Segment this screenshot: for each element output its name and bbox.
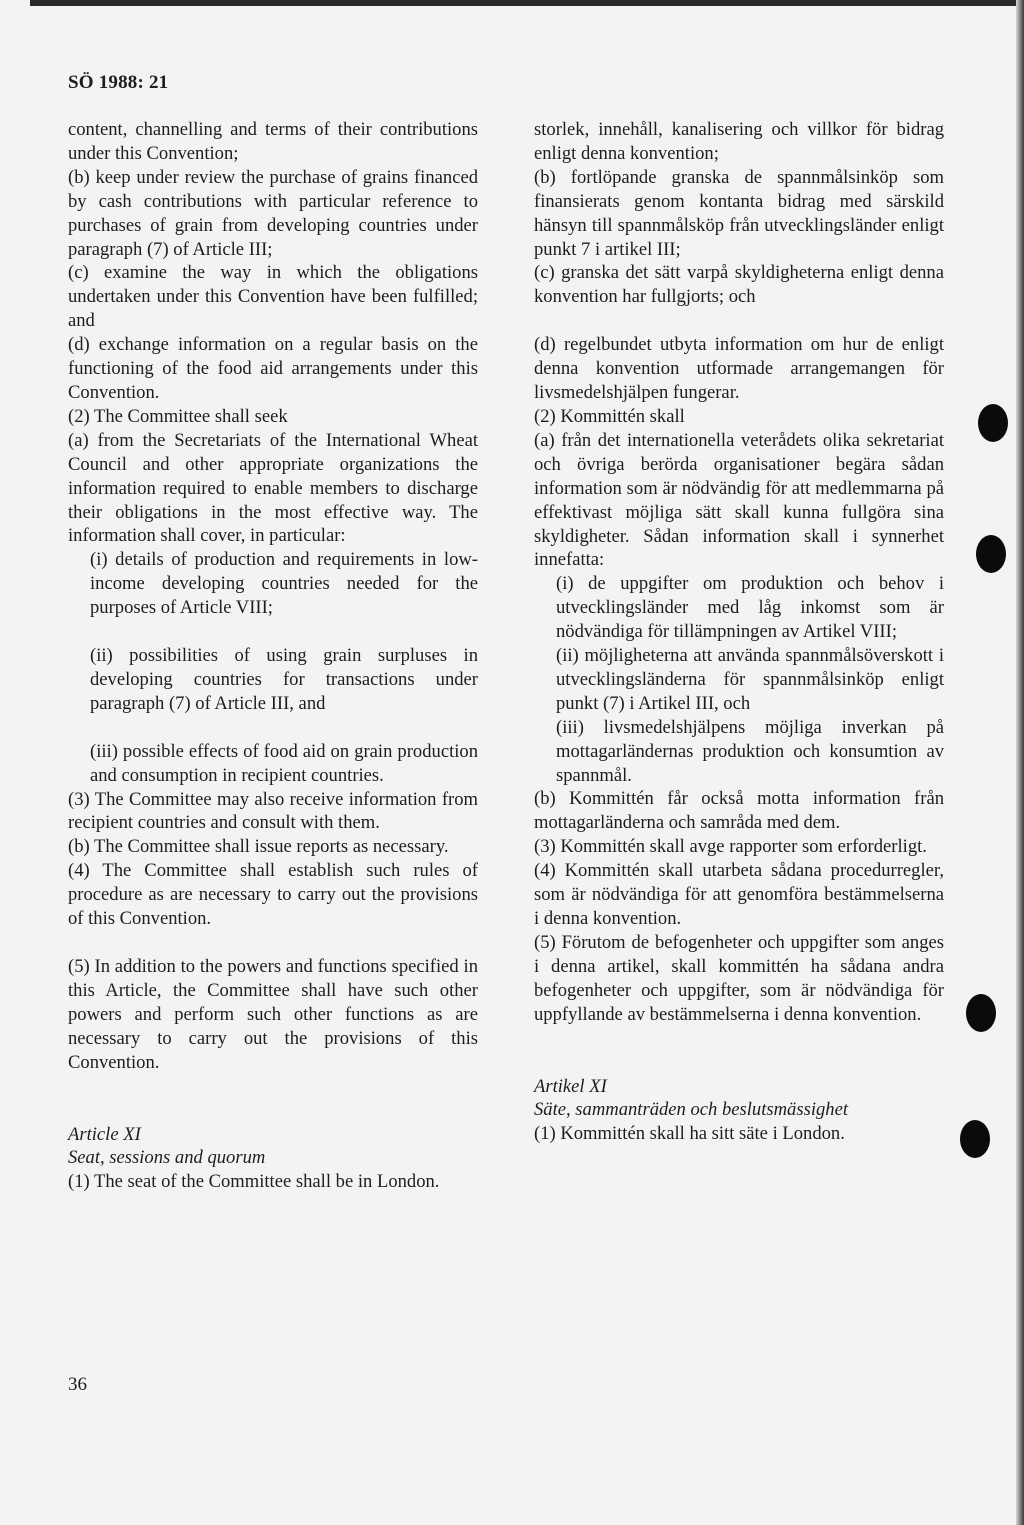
page-number: 36 — [68, 1374, 87, 1395]
sub-paragraph: (iii) livsmedelshjälpens möjliga inverkan på mottagarländernas produktion och konsumtion av spannmål. — [556, 716, 944, 786]
article-subheading: Seat, sessions and quorum — [68, 1147, 266, 1169]
binding-hole-mark — [976, 535, 1006, 573]
binding-hole-mark — [960, 1120, 990, 1158]
paragraph: (a) från det internationella veterådets olika sekretariat och övriga berörda organisationer begära sådan information som är nödvändig för att medlemmarna på effektivast möjliga sätt skall kunna fullgöra sina skyldigheter. Sådan information skall i synnerhet innefatta: — [534, 429, 944, 571]
paragraph: (d) regelbundet utbyta information om hur de enligt denna konvention utformade arrangemangen för livsmedelshjälpen fungerar. — [534, 334, 944, 404]
paragraph: (b) The Committee shall issue reports as necessary. — [68, 836, 449, 858]
page-top-edge — [30, 0, 1024, 6]
page-reference: SÖ 1988: 21 — [68, 72, 169, 93]
paragraph: (b) Kommittén får också motta information från mottagarländerna och samråda med dem. — [534, 788, 944, 834]
paragraph: (1) The seat of the Committee shall be in London. — [68, 1171, 440, 1193]
sub-paragraph: (i) details of production and requirements in low-income developing countries needed for the purposes of Article VIII; — [90, 549, 478, 619]
paragraph: (d) exchange information on a regular basis on the functioning of the food aid arrangements under this Convention. — [68, 334, 478, 403]
article-subheading: Säte, sammanträden och beslutsmässighet — [534, 1099, 849, 1121]
paragraph: (b) keep under review the purchase of grains financed by cash contributions with particular reference to purchases of grain from developing countries under paragraph (7) of Article III; — [68, 166, 478, 260]
paragraph: (3) The Committee may also receive information from recipient countries and consult with them. — [68, 788, 478, 834]
paragraph: (4) The Committee shall establish such rules of procedure as are necessary to carry out the provisions of this Convention. — [68, 860, 478, 930]
paragraph: (2) The Committee shall seek — [68, 405, 288, 427]
sub-paragraph: (i) de uppgifter om produktion och behov i utvecklingsländer med låg inkomst som är nödvändiga för tillämpningen av Artikel VIII; — [556, 573, 944, 643]
paragraph: (2) Kommittén skall — [534, 405, 685, 427]
paragraph: (c) granska det sätt varpå skyldigheterna enligt denna konvention har fullgjorts; och — [534, 262, 944, 308]
english-column — [68, 118, 478, 1194]
paragraph: storlek, innehåll, kanalisering och villkor för bidrag enligt denna konvention; — [534, 119, 944, 164]
sub-paragraph: (ii) possibilities of using grain surpluses in developing countries for transactions under paragraph (7) of Article III, and — [90, 645, 478, 714]
paragraph: (3) Kommittén skall avge rapporter som erforderligt. — [534, 836, 927, 858]
paragraph: content, channelling and terms of their contributions under this Convention; — [68, 119, 478, 164]
paragraph: (c) examine the way in which the obligations undertaken under this Convention have been fulfilled; and — [68, 262, 478, 332]
binding-hole-mark — [978, 404, 1008, 442]
paragraph: (5) In addition to the powers and functions specified in this Article, the Committee shall have such other powers and perform such other functions as are necessary to carry out the provisions of this Convention. — [68, 956, 478, 1073]
paragraph: (a) from the Secretariats of the International Wheat Council and other appropriate organizations the information required to enable members to discharge their obligations in the most effective way. The information shall cover, in particular: — [68, 429, 478, 547]
sub-paragraph: (iii) possible effects of food aid on grain production and consumption in recipient countries. — [90, 740, 478, 786]
paragraph: (1) Kommittén skall ha sitt säte i London. — [534, 1123, 845, 1145]
paragraph: (4) Kommittén skall utarbeta sådana procedurregler, som är nödvändiga för att genomföra bestämmelserna i denna konvention. — [534, 860, 944, 929]
paragraph: (b) fortlöpande granska de spannmålsinköp som finansierats genom kontanta bidrag med särskild hänsyn till spannmålsköp från utvecklingsländer enligt punkt 7 i artikel III; — [534, 166, 944, 260]
article-heading: Artikel XI — [534, 1075, 607, 1097]
article-heading: Article XI — [68, 1123, 141, 1145]
paragraph: (5) Förutom de befogenheter och uppgifter som anges i denna artikel, skall kommittén ha sådana andra befogenheter och uppgifter, som är nödvändiga för uppfyllande av bestämmelserna i denna konvention. — [534, 931, 944, 1025]
sub-paragraph: (ii) möjligheterna att använda spannmålsöverskott i utvecklingsländerna för spannmålsinköp enligt punkt (7) i Artikel III, och — [556, 645, 944, 714]
binding-hole-mark — [966, 994, 996, 1032]
swedish-column — [534, 118, 944, 1146]
page-right-edge — [1016, 0, 1024, 1525]
